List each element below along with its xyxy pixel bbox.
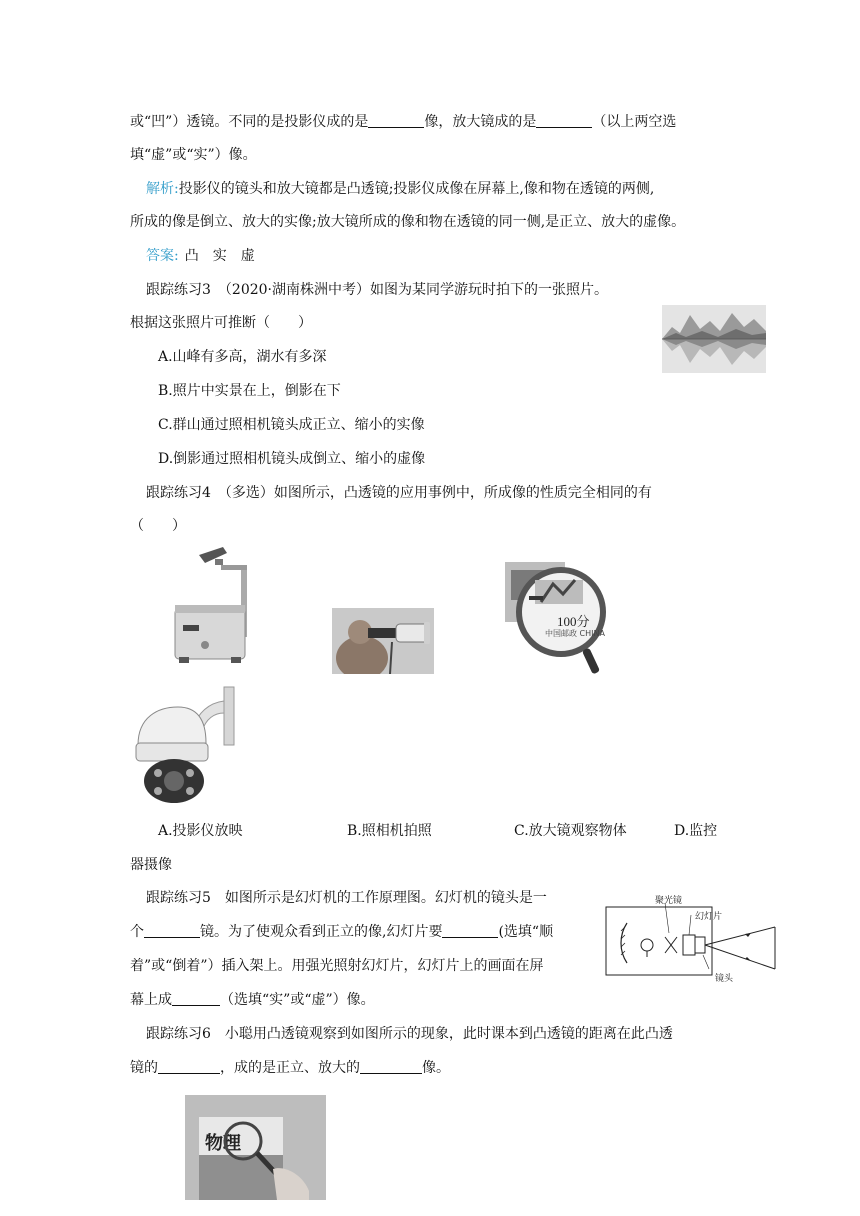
surveillance-camera-image: [128, 685, 238, 805]
ex6-text-a: 镜的: [130, 1060, 158, 1076]
slide-label: 幻灯片: [695, 911, 723, 921]
analysis-line-2: 所成的像是倒立、放大的实像;放大镜所成的像和物在透镜的同一侧,是正立、放大的虚像。: [130, 214, 686, 230]
ex5-text-e: （选填“实”或“虚”）像。: [220, 992, 375, 1008]
ex3-option-c: C.群山通过照相机镜头成正立、缩小的实像: [158, 417, 425, 433]
blank-4: [442, 923, 498, 938]
blank-2: [536, 113, 592, 128]
intro-line-2: 填“虚”或“实”）像。: [130, 147, 257, 163]
book-title-text: 物理: [205, 1133, 241, 1154]
ex3-question: 根据这张照片可推断（ ）: [130, 315, 312, 331]
ex6-text-b: ，成的是正立、放大的: [220, 1060, 360, 1076]
ex4-option-a: A.投影仪放映: [158, 823, 243, 839]
magnifier-stamp-image: [505, 562, 615, 677]
ex5-text-c: (选填“顺: [498, 924, 554, 940]
ex6-text-c: 像。: [422, 1060, 450, 1076]
book-magnifier-photo: [185, 1095, 326, 1200]
ex5-line-1: 跟踪练习5 如图所示是幻灯机的工作原理图。幻灯机的镜头是一: [146, 890, 547, 906]
intro-line-1: [130, 112, 676, 132]
ex4-option-b: B.照相机拍照: [347, 823, 432, 839]
ex6-line-1: 跟踪练习6 小聪用凸透镜观察到如图所示的现象，此时课本到凸透镜的距离在此凸透: [146, 1026, 673, 1042]
intro-text-b: 像，放大镜成的是: [424, 114, 537, 130]
ex3-title: 跟踪练习3 （2020·湖南株洲中考）如图为某同学游玩时拍下的一张照片。: [146, 282, 608, 298]
mountain-reflection-photo: [662, 305, 766, 373]
overhead-projector-image: [165, 545, 260, 670]
ex4-option-c: C.放大镜观察物体: [514, 823, 627, 839]
camera-photographer-image: [332, 608, 434, 674]
condenser-label: 聚光镜: [655, 895, 683, 905]
intro-text-c: （以上两空选: [592, 114, 677, 130]
ex4-option-d-cont: 器摄像: [130, 857, 172, 873]
analysis-label: 解析:: [146, 181, 179, 197]
ex5-text-a: 个: [130, 924, 144, 940]
blank-3: [144, 923, 200, 938]
ex3-option-a: A.山峰有多高，湖水有多深: [158, 349, 327, 365]
blank-5: [172, 991, 220, 1006]
lens-label: 镜头: [715, 973, 734, 983]
analysis-text-1: 投影仪的镜头和放大镜都是凸透镜;投影仪成像在屏幕上,像和物在透镜的两侧,: [178, 181, 655, 197]
ex3-option-d: D.倒影通过照相机镜头成倒立、缩小的虚像: [158, 451, 426, 467]
blank-7: [360, 1059, 422, 1074]
ex4-title: 跟踪练习4 （多选）如图所示，凸透镜的应用事例中，所成像的性质完全相同的有: [146, 485, 652, 501]
ex5-line-4: [130, 990, 375, 1010]
ex5-text-b: 镜。为了使观众看到正立的像,幻灯片要: [200, 924, 443, 940]
ex4-option-d: D.监控: [674, 823, 718, 839]
ex5-text-d: 幕上成: [130, 992, 172, 1008]
intro-text-a: 或“凹”）透镜。不同的是投影仪成的是: [130, 114, 369, 130]
answer-label: 答案:: [146, 248, 179, 264]
ex5-line-3: 着”或“倒着”）插入架上。用强光照射幻灯片，幻灯片上的画面在屏: [130, 958, 544, 974]
ex3-option-b: B.照片中实景在上，倒影在下: [158, 383, 341, 399]
answer-line: [146, 246, 255, 266]
ex4-bracket: （ ）: [130, 518, 186, 534]
blank-1: [368, 113, 424, 128]
ex6-line-2: [130, 1058, 450, 1078]
stamp-sub-text: 中国邮政 CHINA: [545, 629, 605, 638]
blank-6: [158, 1059, 220, 1074]
analysis-line-1: [146, 179, 654, 199]
ex5-line-2: [130, 922, 553, 942]
slide-projector-diagram: [605, 893, 780, 983]
answer-value: 凸 实 虚: [184, 248, 255, 264]
stamp-value-text: 100分: [557, 614, 590, 629]
